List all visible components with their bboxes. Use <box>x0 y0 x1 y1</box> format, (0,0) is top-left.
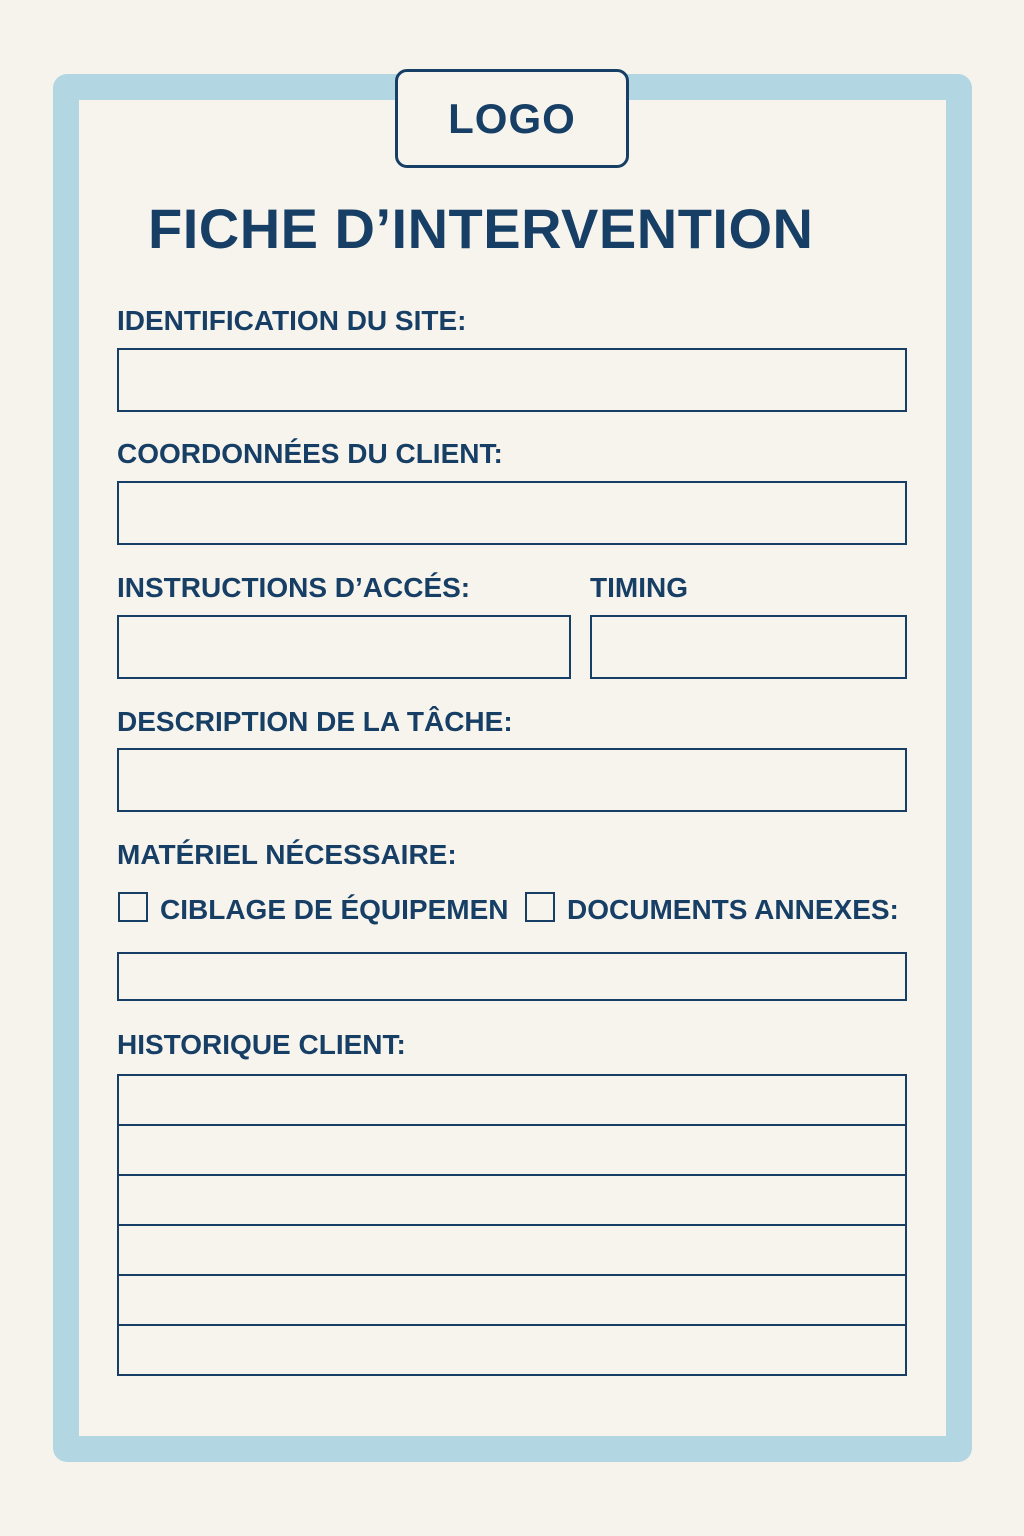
history-row[interactable] <box>119 1326 905 1376</box>
material-label: MATÉRIEL NÉCESSAIRE: <box>117 839 457 870</box>
logo-text: LOGO <box>448 94 576 142</box>
history-row[interactable] <box>119 1076 905 1126</box>
access-input[interactable] <box>117 615 571 679</box>
equipment-checkbox[interactable] <box>118 892 148 922</box>
history-row[interactable] <box>119 1226 905 1276</box>
task-label: DESCRIPTION DE LA TÂCHE: <box>117 706 513 737</box>
timing-input[interactable] <box>590 615 907 679</box>
site-input[interactable] <box>117 348 907 412</box>
history-row[interactable] <box>119 1176 905 1226</box>
logo <box>395 69 629 168</box>
client-input[interactable] <box>117 481 907 545</box>
equipment-checkbox-label: CIBLAGE DE ÉQUIPEMEN <box>160 894 509 925</box>
timing-label: TIMING <box>590 572 688 603</box>
history-table <box>117 1074 907 1376</box>
documents-checkbox[interactable] <box>525 892 555 922</box>
history-row[interactable] <box>119 1276 905 1326</box>
documents-checkbox-label: DOCUMENTS ANNEXES: <box>567 894 899 925</box>
page-title: FICHE D’INTERVENTION <box>148 197 814 260</box>
site-label: IDENTIFICATION DU SITE: <box>117 305 467 336</box>
task-input[interactable] <box>117 748 907 812</box>
history-label: HISTORIQUE CLIENT: <box>117 1029 406 1060</box>
documents-input[interactable] <box>117 952 907 1001</box>
history-row[interactable] <box>119 1126 905 1176</box>
client-label: COORDONNÉES DU CLIENT: <box>117 438 503 469</box>
access-label: INSTRUCTIONS D’ACCÉS: <box>117 572 471 603</box>
